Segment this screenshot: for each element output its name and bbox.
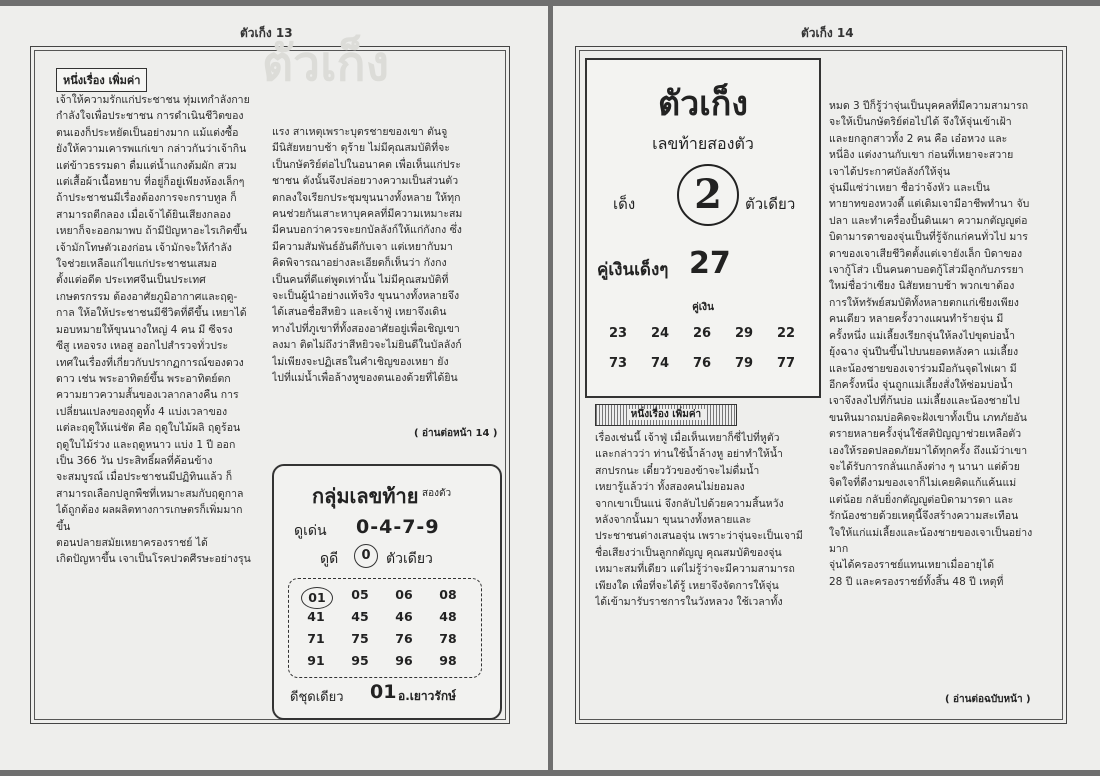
text-line: เหมาะสมที่เดียว แต่ไม่รู้ว่าจะมีความสามารถ [595,563,795,576]
grid-number: 95 [351,653,369,668]
text-line: เปลี่ยนแปลงของฤดูทั้ง 4 แบ่งเวลาของ [56,405,228,418]
continue-note: ( อ่านต่อหน้า 14 ) [414,428,498,439]
grid-number: 96 [395,653,413,668]
text-line: คนช่วยกันเสาะหาบุคคลที่มีความเหมาะสม [272,208,463,221]
grid-number: 46 [395,609,413,624]
text-line: เจากู้โส่ว เป็นคนตาบอดกู้โส่วมีลูกกับภรรยา [829,264,1024,277]
number-grid [288,578,482,678]
pair-number: 23 [608,326,628,341]
text-line: มีความสัมพันธ์อันดีกับเจา แต่เหยากับมา [272,240,453,253]
text-line: ไปที่แม่น้ำเพื่อล้างหูของตนเองด้วยที่ได้ยิน [272,372,458,385]
text-line: ตรายหลายครั้งจุ่นใช้สติปัญญาช่วยเหลือตัว [829,428,1022,441]
text-line: สามารถเลือกปลูกพืชที่เหมาะสมกับฤดูกาล [56,487,244,500]
single-label: ตัวเดียว [745,195,796,213]
grid-number: 08 [439,587,457,602]
text-line: สามารถตีกลอง เมื่อเจ้าได้ยินเสียงกลอง [56,208,231,221]
article-column-1 [56,92,258,568]
text-line: คนเดียว หลายครั้งวางแผนทำร้ายจุ่น มี [829,313,1004,326]
good-label: ดูดี [320,551,339,567]
text-line: ดาว เช่น พระอาทิตย์ขึ้น พระอาทิตย์ตก [56,372,231,385]
grid-number: 71 [307,631,325,646]
continue-note: ( อ่านต่อฉบับหน้า ) [945,694,1031,705]
text-line: จะเป็นผู้นำอย่างแท้จริง ขุนนางทั้งหลายจึง [272,290,460,303]
text-line: เป็น 366 วัน ประสิทธิ์ผลที่ค้อนข้าง [56,454,213,467]
section-bar-label: หนึ่งเรื่อง เพิ่มค่า [627,409,705,420]
pair-number: 22 [776,326,796,341]
text-line: จุ่นมีแซ่ว่าเหยา ชื่อว่าจ้งหัว และเป็น [829,182,990,195]
text-line: ฤดูใบไม้ร่วง และฤดูหนาว แบ่ง 1 ปี ออก [56,438,236,451]
text-line: หมด 3 ปีก็รู้ว่าจุ่นเป็นบุคคลที่มีความสามารถ [829,100,1029,112]
text-line: จะให้เป็นกษัตริย์ต่อไปได้ จึงให้จุ่นเข้าเฝ้า [829,116,1012,129]
text-line: ยังให้ความเคารพแก่เขา กล่าวกันว่าเจ้ากิน [56,143,247,156]
text-line: เจ้าให้ความรักแก่ประชาชน ทุ่มเทกำลังกาย [56,94,250,106]
article-column-2 [829,98,1043,590]
single-set-label: ดีชุดเดียว [290,690,344,705]
text-line: จากเขาเป็นแน่ จึงกลับไปด้วยความสิ้นหวัง [595,497,784,510]
pair-number: 77 [776,356,796,371]
text-line: ได้เสนอชื่อสีหยิว และเจ้าฟู่ เหยาจึงเดิน [272,306,447,319]
pair-number: 26 [692,326,712,341]
text-line: รักน้องชายด้วยเหตุนี้จึงสร้างความสะเทือน [829,510,1019,523]
text-line: และน้องชายของเจาร่วมมือกันจุดไฟเผา มี [829,362,1017,375]
text-line: ได้ถูกต้อง ผลผลิตทางการเกษตรก็เพิ่มมาก [56,504,243,517]
page-header: ตัวเก็ง 13 [240,26,293,40]
text-line: คิดพิจารณาอย่างละเอียดก็เห็นว่า กังกง [272,257,447,270]
text-line: ขนหินมาถมบ่อคิดจะฝังเขาทั้งเป็น เภทภัยอัน [829,411,1027,424]
text-line: บิดามารดาของจุ่นเป็นที่รู้จักแก่คนทั่วไป มาร [829,231,1028,244]
text-line: เจ้ามักโทษตัวเองก่อน เจ้ามักจะให้กำลัง [56,241,232,254]
author-name: อ.เยาวรักษ์ [398,689,456,703]
number-box [272,464,502,720]
text-line: ความยาวความสั้นของเวลากลางคืน การ [56,389,239,402]
text-line: ใจให้แก่แม่เลี้ยงและน้องชายของเจาเป็นอย่าง [829,526,1033,539]
pair-number: 79 [734,356,754,371]
highlight-label: ดูเด่น [294,523,327,539]
text-line: ใหม่ชื่อว่าเซียง นิสัยหยาบช้า พวกเขาต้อง [829,280,1015,293]
text-line: มีคนบอกว่าควรจะยกบัลลังก์ให้แก่กังกง ซึ่ง [272,224,462,237]
text-line: 28 ปี และครองราชย์ทั้งสิ้น 48 ปี เหตุที่ [829,575,1004,588]
text-line: เจาได้ประกาศบัลลังก์ให้จุ่น [829,165,950,178]
right-page [553,6,1100,770]
text-line: จะได้รับการกลั่นแกล้งต่าง ๆ นานา แต่ด้วย [829,460,1020,473]
text-line: สกปรกนะ เดี๋ยววัวของข้าจะไม่ดื่มน้ำ [595,464,760,477]
lead-number: 2 [677,164,739,226]
text-line: ชาชน ดังนั้นจึงปล่อยวางความเป็นส่วนตัว [272,175,459,188]
text-line: เจาจึงลงไปที่ก้นบ่อ แม่เลี้ยงและน้องชายไป [829,395,1020,408]
grid-number: 91 [307,653,325,668]
text-line: และกล่าวว่า ท่านใช้น้ำล้างหู อย่าทำให้น้ำ [595,448,783,461]
text-line: เหยารู้แล้วว่า ทั้งสองคนไม่ยอมลง [595,481,745,494]
shadow-text: ตัวเก็ง [262,36,390,92]
prediction-box [585,58,821,398]
text-line: จะสมบูรณ์ เมื่อประชาชนมีปฏิทินแล้ว ก็ [56,471,233,484]
grid-number: 76 [395,631,413,646]
good-value: 0 [354,544,378,568]
article-column-2 [272,124,488,387]
grid-number: 01 [301,587,333,609]
text-line: ขึ้น [56,520,71,533]
text-line: ยุ้งฉาง จุ่นปีนขึ้นไปบนยอดหลังคา แม่เลี้ยง [829,346,1019,359]
text-line: เรื่องเช่นนี้ เจ้าฟู่ เมื่อเห็นเหยาก็ซี่ไปที่หูตัว [595,432,780,444]
text-line: จิตใจที่ดีงามของเจาก็ไม่เคยคิดแก้แค้นแม่ [829,477,1017,490]
text-line: ตอนปลายสมัยเหยาครองราชย์ ได้ [56,536,208,549]
text-line: ปลา และทำเครื่องปั้นดินเผา ความกตัญญูต่อ [829,214,1028,227]
box-subtitle: เลขท้ายสองตัว [652,134,754,153]
grid-number: 45 [351,609,369,624]
text-line: เทศในเรื่องที่เกี่ยวกับปรากฏการณ์ของดวง [56,356,244,369]
text-line: ทางไปที่ภูเขาที่ทั้งสองอาศัยอยู่เพื่อเชิญเขา [272,322,460,335]
section-label: หนึ่งเรื่อง เพิ่มค่า [56,68,147,92]
grid-number: 48 [439,609,457,624]
grid-number: 41 [307,609,325,624]
text-line: มีนิสัยหยาบช้า ดุร้าย ไม่มีคุณสมบัติที่จะ [272,142,450,155]
text-line: เป็นคนที่ดีแต่พูดเท่านั้น ไม่มีคุณสมบัติที่ [272,273,449,286]
text-line: ไม่เพียงจะปฏิเสธในคำเชิญของเหยา ยัง [272,355,449,368]
pair-number: 76 [692,356,712,371]
text-line: แต่เสื้อผ้าเนื้อหยาบ ที่อยู่ก็อยู่เพียงห้องเล็กๆ [56,176,245,189]
grid-number: 06 [395,587,413,602]
text-line: อีกครั้งหนึ่ง จุ่นถูกแม่เลี้ยงสั่งให้ซ่อมบ่อน้ำ [829,378,1014,391]
box-title: กลุ่มเลขท้าย [312,484,419,508]
pair-number: 73 [608,356,628,371]
text-line: กำลังใจเพื่อประชาชน การดำเนินชีวิตของ [56,110,244,123]
grid-number: 75 [351,631,369,646]
text-line: ทายาทของหวงตี้ แต่เดิมเจามีอาชีพทำนา จับ [829,198,1030,211]
text-line: เองให้รอดปลอดภัยมาได้ทุกครั้ง ถึงแม้ว่าเขา [829,444,1028,457]
text-line: แต่ละฤดูให้แน่ชัด คือ ฤดูใบไม้ผลิ ฤดูร้อน [56,422,241,435]
text-line: มอบหมายให้ขุนนางใหญ่ 4 คน มี ซีจรง [56,323,233,336]
text-line: มาก [829,542,849,555]
text-line: เป็นกษัตริย์ต่อไปในอนาคต เพื่อเห็นแก่ประ [272,158,461,171]
grid-number: 98 [439,653,457,668]
text-line: เพียงใด เพื่อที่จะได้รู้ เหยาจึงจัดการให้จุ่น [595,579,779,592]
good-suffix: ตัวเดียว [386,551,433,567]
text-line: กาล ให้อให้ประชาชนมีชีวิตที่ดีขึ้น เหยาได้ [56,307,247,320]
box-title-small: สองตัว [422,488,452,499]
page-header: ตัวเก็ง 14 [801,26,854,40]
text-line: แต่ข้าวธรรมดา ดื่มแต่น้ำแกงต้มผัก สวม [56,159,237,172]
text-line: ประชาชนต่างเสนอจุ่น เพราะว่าจุ่นจะเป็นเจามี [595,530,803,543]
lead-label: เด็ง [613,195,636,213]
text-line: ชื่อเสียงว่าเป็นลูกกตัญญู คุณสมบัติของจุ่น [595,546,782,559]
text-line: แรง สาเหตุเพราะบุตรชายของเขา ตันจู [272,126,448,138]
small-label: คู่เงิน [692,302,714,313]
text-line: หนี่อิง แต่งงานกับเขา ก่อนที่เหยาจะสวาย [829,149,1014,162]
text-line: เกิดปัญหาขึ้น เจาเป็นโรคปวดศีรษะอย่างรุน [56,553,251,566]
pair-number: 29 [734,326,754,341]
text-line: หลังจากนั้นมา ขุนนางทั้งหลายและ [595,514,752,527]
grid-number: 05 [351,587,369,602]
text-line: ดาของเจาเสียชีวิตตั้งแต่เจายังเล็ก บิดาของ [829,247,1023,260]
text-line: เกษตรกรรม ต้องอาศัยภูมิอากาศและฤดู- [56,290,238,303]
text-line: และยกลูกสาวทั้ง 2 คน คือ เอ๋อหวง และ [829,132,1008,145]
text-line: ลงมา ติดไม่ถึงว่าสีหยิวจะไม่ยินดีในบัลลังก์ [272,339,462,352]
text-line: ตั้งแต่อดีต ประเทศจีนเป็นประเทศ [56,274,206,287]
text-line: ครั้งหนึ่ง แม่เลี้ยงเรียกจุ่นให้ลงไปขุดบ่อน้ำ [829,329,1016,342]
pair-number: 74 [650,356,670,371]
article-column-1 [595,430,813,610]
pair-label: คู่เงินเด็งๆ [597,260,669,280]
text-line: ซีสู เหอจรง เหอสู ออกไปสำรวจทั่วประ [56,340,229,353]
text-line: ตนเองก็ประหยัดเป็นอย่างมาก แม้แต่งซื้อ [56,126,239,139]
text-line: ถ้าประชาชนมีเรื่องต้องการจะกราบทูล ก็ [56,192,237,205]
section-bar [595,404,737,426]
text-line: การให้ทรัพย์สมบัติทั้งหลายตกแก่เซียงเพียง [829,296,1019,309]
text-line: จุ่นได้ครองราชย์แทนเหยาเมื่ออายุได้ [829,559,995,572]
single-set-value: 01 [370,681,397,703]
pair-number: 24 [650,326,670,341]
text-line: เหยาก็จะออกมาพบ ถ้ามีปัญหาอะไรเกิดขึ้น [56,225,248,238]
text-line: แต่น้อย กลับยิ่งกตัญญูต่อบิดามารดา และ [829,493,1014,506]
grid-number: 78 [439,631,457,646]
box-title: ตัวเก็ง [658,84,748,124]
text-line: ได้เข้ามารับราชการในวังหลวง ใช้เวลาทั้ง [595,596,783,609]
pair-value: 27 [689,246,731,281]
left-page [0,6,548,770]
text-line: ตกลงใจเรียกประชุมขุนนางทั้งหลาย ให้ทุก [272,191,461,204]
highlight-value: 0-4-7-9 [356,516,440,538]
text-line: ใจช่วยเหลือแก่ไขแก่ประชาชนเสมอ [56,258,217,271]
